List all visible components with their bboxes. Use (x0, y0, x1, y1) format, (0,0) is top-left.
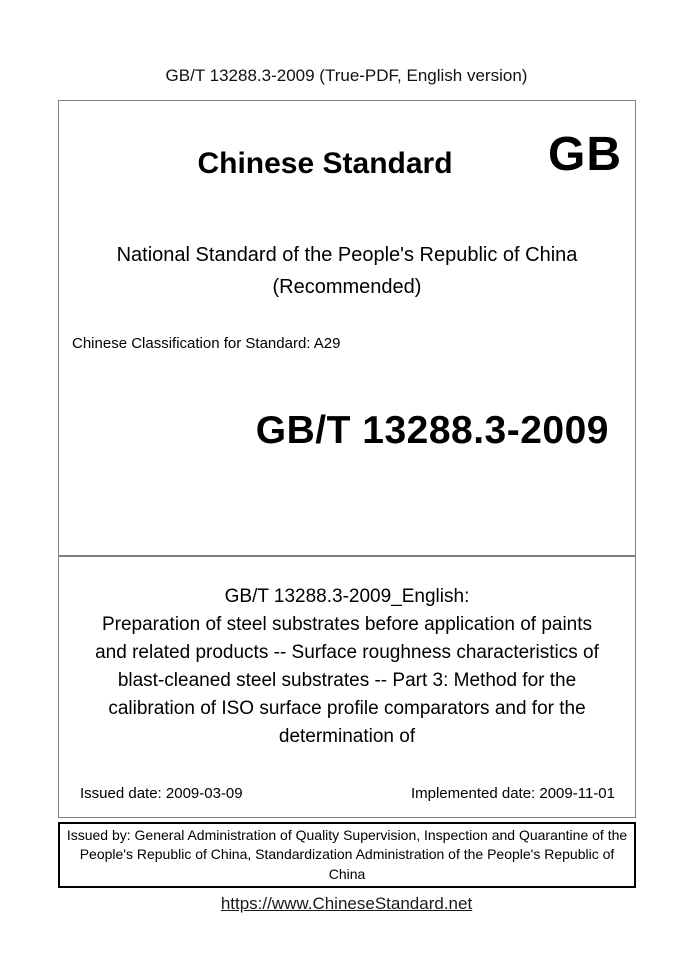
standard-number: GB/T 13288.3-2009 (255, 409, 609, 452)
cover-box (58, 100, 636, 556)
brand-title: Chinese Standard (197, 147, 453, 180)
national-standard-line: National Standard of the People's Republic of China (116, 244, 578, 266)
dates-row (59, 785, 635, 802)
issuer-box (58, 822, 636, 888)
issuer-text: Issued by: General Administration of Quality Supervision, Inspection and Quarantine of the People's Republic of China, Standardization Administration of the People's Republic of China (66, 826, 628, 882)
description-line: calibration of ISO surface profile comparators and for the (108, 698, 586, 719)
summary-box (58, 556, 636, 818)
description-line: Preparation of steel substrates before application of paints (101, 614, 593, 635)
footer (0, 894, 693, 914)
implemented-date-label: Implemented date: 2009-11-01 (410, 785, 615, 802)
page-header-title: GB/T 13288.3-2009 (True-PDF, English version) (165, 66, 528, 85)
english-title-line: GB/T 13288.3-2009_English: (224, 586, 470, 607)
recommended-line: (Recommended) (272, 276, 422, 298)
english-title-block (59, 583, 635, 751)
gb-logo: GB (548, 128, 622, 181)
description-line: determination of (278, 726, 416, 747)
classification-label: Chinese Classification for Standard: A29 (72, 335, 341, 352)
description-line: and related products -- Surface roughness characteristics of (95, 642, 599, 663)
chinesestandard-link[interactable]: https://www.ChineseStandard.net (220, 894, 473, 913)
issued-date-label: Issued date: 2009-03-09 (80, 785, 243, 802)
description-line: blast-cleaned steel substrates -- Part 3: Method for the (117, 670, 577, 691)
